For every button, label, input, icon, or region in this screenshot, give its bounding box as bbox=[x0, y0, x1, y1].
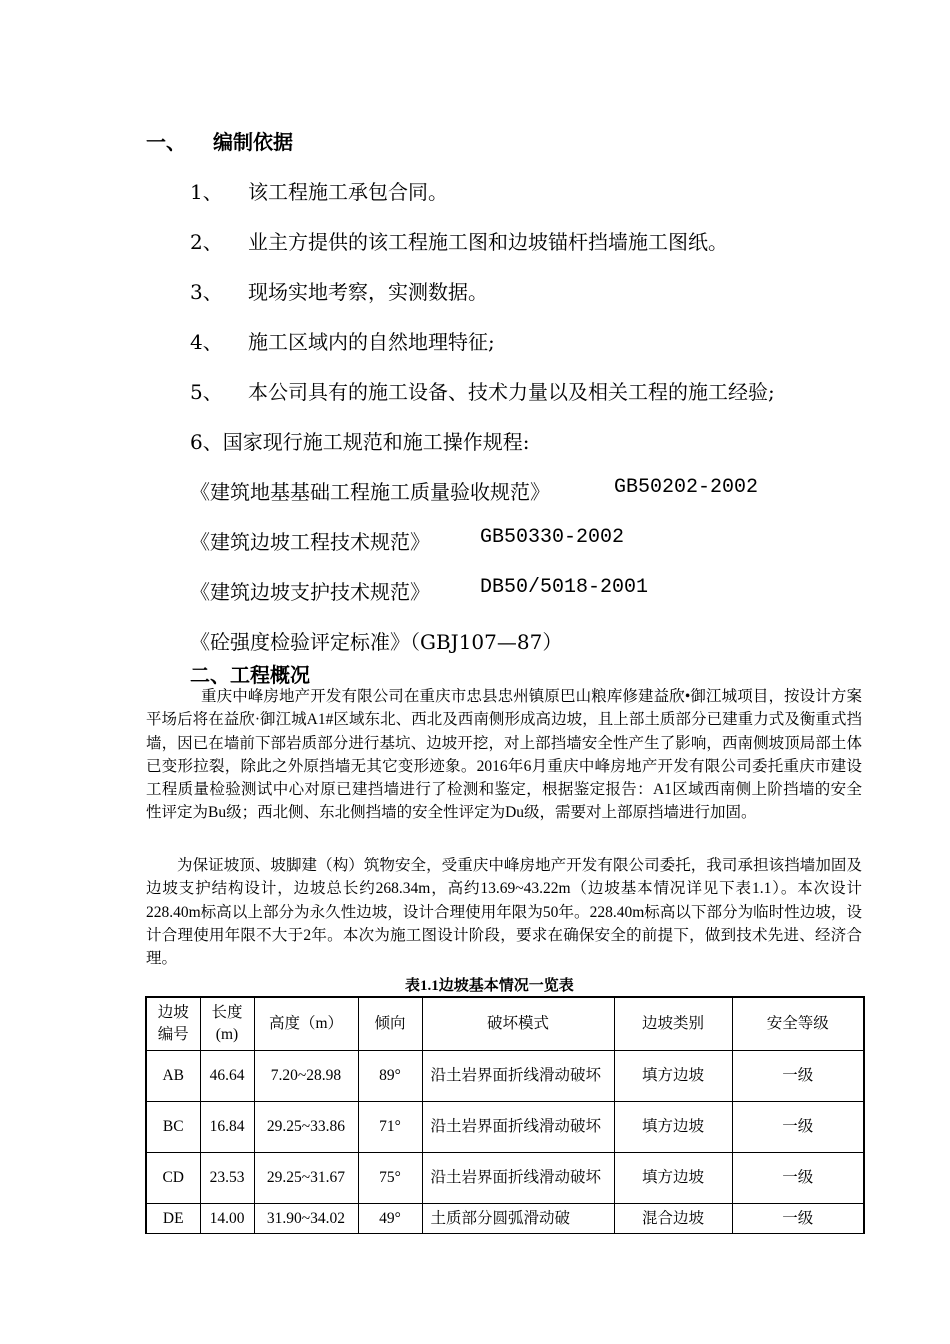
cell-length: 14.00 bbox=[200, 1204, 254, 1234]
standard-code: DB50/5018-2001 bbox=[480, 576, 649, 599]
cell-length: 46.64 bbox=[200, 1051, 254, 1102]
header-length: 长度 (m) bbox=[200, 997, 254, 1051]
cell-height: 31.90~34.02 bbox=[254, 1204, 358, 1234]
cell-height: 7.20~28.98 bbox=[254, 1051, 358, 1102]
standard-name: 《建筑地基基础工程施工质量验收规范》 bbox=[190, 480, 550, 504]
header-slope-id: 边坡 编号 bbox=[146, 997, 200, 1051]
table-header-row bbox=[146, 997, 864, 1051]
basis-item-number: 1、 bbox=[190, 180, 223, 204]
header-failure-mode: 破坏模式 bbox=[422, 997, 614, 1051]
header-height: 高度（m） bbox=[254, 997, 358, 1051]
basis-item-number: 3、 bbox=[190, 280, 223, 304]
cell-dip: 71° bbox=[358, 1102, 422, 1153]
cell-safety-grade: 一级 bbox=[732, 1051, 864, 1102]
cell-slope-id: BC bbox=[146, 1102, 200, 1153]
table-row bbox=[146, 1102, 864, 1153]
basis-item-text: 该工程施工承包合同。 bbox=[248, 180, 448, 204]
cell-failure-mode: 沿土岩界面折线滑动破坏 bbox=[422, 1051, 614, 1102]
cell-slope-type: 填方边坡 bbox=[614, 1051, 732, 1102]
cell-slope-type: 填方边坡 bbox=[614, 1102, 732, 1153]
header-safety-grade: 安全等级 bbox=[732, 997, 864, 1051]
basis-item-number: 4、 bbox=[190, 330, 223, 354]
basis-item-text: 现场实地考察，实测数据。 bbox=[248, 280, 488, 304]
standard-name: 《建筑边坡支护技术规范》 bbox=[190, 580, 430, 604]
cell-slope-id: AB bbox=[146, 1051, 200, 1102]
cell-safety-grade: 一级 bbox=[732, 1102, 864, 1153]
cell-failure-mode: 沿土岩界面折线滑动破坏 bbox=[422, 1153, 614, 1204]
section1-title: 编制依据 bbox=[213, 130, 293, 154]
standard-name: 《建筑边坡工程技术规范》 bbox=[190, 530, 430, 554]
cell-dip: 75° bbox=[358, 1153, 422, 1204]
cell-safety-grade: 一级 bbox=[732, 1153, 864, 1204]
cell-failure-mode: 土质部分圆弧滑动破 bbox=[422, 1204, 614, 1234]
section2-title: 二、工程概况 bbox=[190, 663, 310, 687]
cell-dip: 49° bbox=[358, 1204, 422, 1234]
cell-safety-grade: 一级 bbox=[732, 1204, 864, 1234]
basis-item-number: 5、 bbox=[190, 380, 223, 404]
standard-code: GB50330-2002 bbox=[480, 526, 625, 549]
header-dip: 倾向 bbox=[358, 997, 422, 1051]
basis-item-text: 施工区域内的自然地理特征; bbox=[248, 330, 495, 354]
cell-failure-mode: 沿土岩界面折线滑动破坏 bbox=[422, 1102, 614, 1153]
cell-dip: 89° bbox=[358, 1051, 422, 1102]
basis-item-text: 业主方提供的该工程施工图和边坡锚杆挡墙施工图纸。 bbox=[248, 230, 728, 254]
overview-paragraph-1: 重庆中峰房地产开发有限公司在重庆市忠县忠州镇原巴山粮库修建益欣•御江城项目，按设计方案平场后将在益欣·御江城A1#区域东北、西北及西南侧形成高边坡，且上部土质部分已建重力式及衡重式挡墙，因已在墙前下部岩质部分进行基坑、边坡开挖，对上部挡墙安全性产生了影响，西南侧坡顶局部土体已变形拉裂，除此之外原挡墙无其它变形迹象。2016年6月重庆中峰房地产开发有限公司委托重庆市建设工程质量检验测试中心对原已建挡墙进行了检测和鉴定，根据鉴定报告：A1区域西南侧上阶挡墙的安全性评定为Bu级；西北侧、东北侧挡墙的安全性评定为Du级，需要对上部原挡墙进行加固。 bbox=[146, 688, 862, 822]
header-slope-type: 边坡类别 bbox=[614, 997, 732, 1051]
cell-slope-id: CD bbox=[146, 1153, 200, 1204]
cell-length: 23.53 bbox=[200, 1153, 254, 1204]
table-row bbox=[146, 1153, 864, 1204]
cell-slope-type: 混合边坡 bbox=[614, 1204, 732, 1234]
table-row bbox=[146, 1051, 864, 1102]
cell-height: 29.25~33.86 bbox=[254, 1102, 358, 1153]
section1-number: 一、 bbox=[146, 130, 186, 154]
basis-item-6: 6、国家现行施工规范和施工操作规程: bbox=[190, 430, 530, 454]
table-caption: 表1.1边坡基本情况一览表 bbox=[405, 978, 574, 994]
standard-name: 《砼强度检验评定标准》（GBJ107—87） bbox=[190, 630, 563, 654]
basis-item-number: 2、 bbox=[190, 230, 223, 254]
cell-slope-id: DE bbox=[146, 1204, 200, 1234]
standard-code: GB50202-2002 bbox=[614, 476, 759, 499]
cell-height: 29.25~31.67 bbox=[254, 1153, 358, 1204]
cell-slope-type: 填方边坡 bbox=[614, 1153, 732, 1204]
cell-length: 16.84 bbox=[200, 1102, 254, 1153]
table-row bbox=[146, 1204, 864, 1234]
overview-paragraph-2: 为保证坡顶、坡脚建（构）筑物安全，受重庆中峰房地产开发有限公司委托，我司承担该挡墙加固及边坡支护结构设计，边坡总长约268.34m，高约13.69~43.22m（边坡基本情况详见下表1.1）。本次设计228.40m标高以上部分为永久性边坡，设计合理使用年限为50年。228.40m标高以下部分为临时性边坡，设计合理使用年限不大于2年。本次为施工图设计阶段，要求在确保安全的前提下，做到技术先进、经济合理。 bbox=[146, 857, 862, 968]
basis-item-text: 本公司具有的施工设备、技术力量以及相关工程的施工经验; bbox=[248, 380, 775, 404]
slope-info-table bbox=[145, 996, 865, 1234]
